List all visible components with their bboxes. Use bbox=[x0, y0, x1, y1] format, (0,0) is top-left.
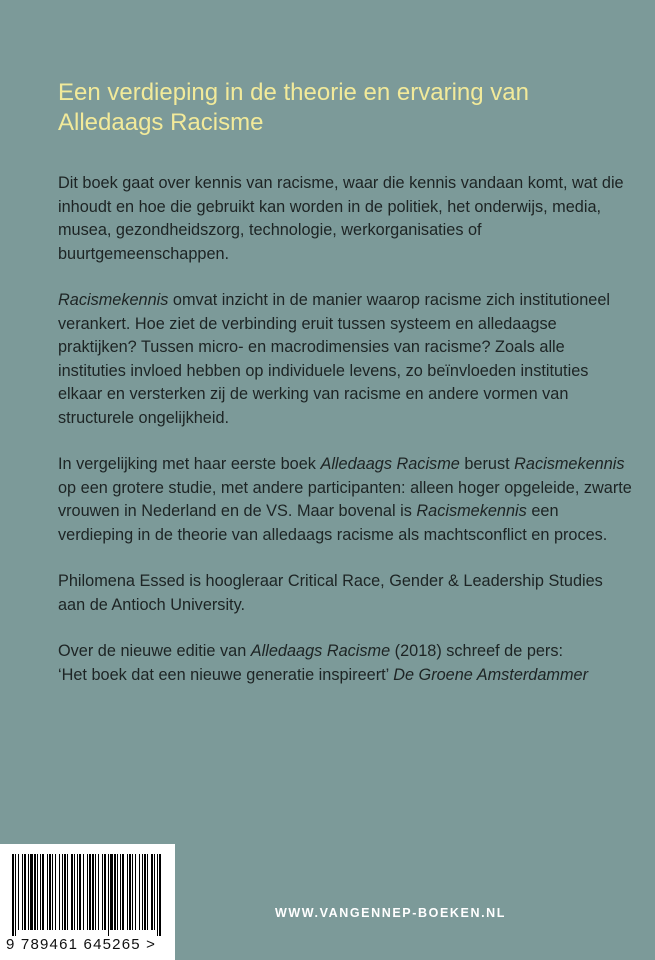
paragraph-5-c: (2018) schreef de pers: bbox=[390, 642, 564, 660]
paragraph-1: Dit boek gaat over kennis van racisme, waar die kennis vandaan komt, wat die inhoudt en hoe die gebruikt kan worden in de politiek, het onderwijs, media, musea, gezondheidszorg, technologie, werkorganisaties of buurtgemeenschappen. bbox=[58, 174, 624, 263]
paragraph-5 bbox=[58, 640, 633, 687]
paragraph-3-g: een verdieping in de theorie van alledaags racisme als machtsconflict en proces. bbox=[58, 502, 608, 544]
paragraph-4: Philomena Essed is hoogleraar Critical Race, Gender & Leadership Studies aan de Antioch University. bbox=[58, 572, 603, 614]
isbn-number: 9 789461 645265 > bbox=[6, 936, 157, 953]
title-racismekennis: Racismekennis bbox=[416, 502, 527, 520]
press-quote: ‘Het boek dat een nieuwe generatie inspireert’ bbox=[58, 665, 394, 684]
paragraph-5-a: Over de nieuwe editie van bbox=[58, 642, 251, 660]
publisher-website: WWW.VANGENNEP-BOEKEN.NL bbox=[275, 906, 507, 920]
press-source: De Groene Amsterdammer bbox=[393, 665, 589, 684]
title-alledaags-racisme: Alledaags Racisme bbox=[250, 642, 391, 660]
paragraph-3 bbox=[58, 453, 633, 547]
paragraph-3-a: In vergelijking met haar eerste boek bbox=[58, 455, 321, 473]
title-alledaags-racisme: Alledaags Racisme bbox=[320, 455, 460, 473]
barcode-icon bbox=[12, 854, 164, 936]
blurb-text bbox=[58, 172, 633, 710]
title-racismekennis: Racismekennis bbox=[514, 455, 625, 473]
heading-line-1: Een verdieping in de theorie en ervaring van bbox=[58, 79, 529, 106]
heading-line-2: Alledaags Racisme bbox=[58, 109, 264, 136]
paragraph-3-e: op een grotere studie, met andere participanten: alleen hoger opgeleide, zwarte vrouwen in Nederland en de VS. Maar bovenal is bbox=[58, 478, 632, 520]
title-racismekennis: Racismekennis bbox=[58, 291, 169, 309]
back-cover-heading bbox=[58, 78, 618, 138]
paragraph-3-c: berust bbox=[459, 455, 515, 473]
paragraph-2 bbox=[58, 289, 633, 430]
paragraph-2-text: omvat inzicht in de manier waarop racisme zich institutioneel verankert. Hoe ziet de verbinding eruit tussen systeem en alledaagse praktijken? Tussen micro- en macrodimensies van racisme? Zoals alle instituties invloed hebben op individuele levens, zo beïnvloeden instituties elkaar en versterken zij de werking van racisme en andere vormen van structurele ongelijkheid. bbox=[58, 291, 611, 427]
barcode-box bbox=[0, 844, 175, 960]
